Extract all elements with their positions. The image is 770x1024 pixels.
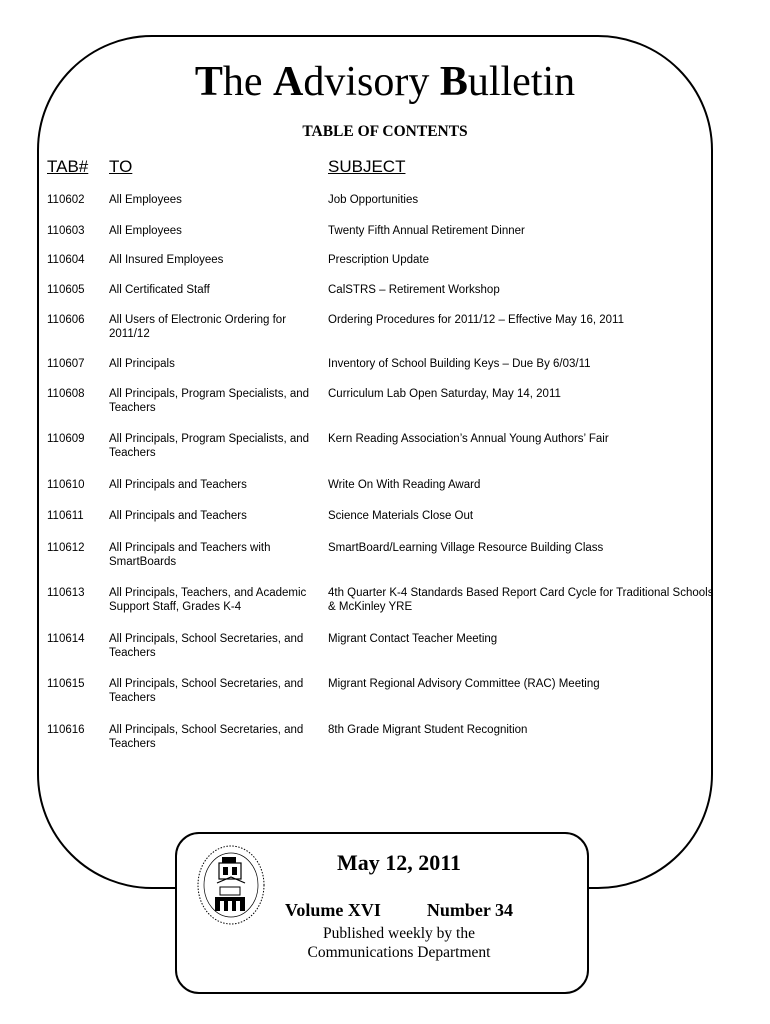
district-seal-icon [195,843,267,927]
row-to: All Principals, Program Specialists, and Teachers [109,388,310,414]
row-to: All Principals, Teachers, and Academic Support Staff, Grades K-4 [109,587,307,613]
row-to: All Principals, School Secretaries, and Teachers [109,678,304,704]
row-subject: Migrant Contact Teacher Meeting [328,633,498,645]
row-tab: 110606 [47,314,85,326]
row-tab: 110603 [47,225,85,237]
column-header-tab: TAB# [47,157,89,176]
row-tab: 110611 [47,510,84,522]
row-tab: 110602 [47,194,85,206]
row-to: All Insured Employees [109,254,224,266]
row-subject: CalSTRS – Retirement Workshop [328,284,500,296]
row-to: All Principals and Teachers [109,510,247,522]
row-to: All Principals and Teachers with SmartBoards [109,542,271,568]
publisher-note: Published weekly by the Communications Department [307,925,491,961]
row-to: All Principals, School Secretaries, and Teachers [109,724,304,750]
volume: Volume XVI [284,900,381,920]
column-header-subject: SUBJECT [328,157,406,176]
row-tab: 110610 [47,479,85,491]
bulletin-title: The Advisory Bulletin [194,59,576,105]
row-tab: 110608 [47,388,85,400]
row-subject: Kern Reading Association’s Annual Young Authors’ Fair [328,433,609,445]
row-tab: 110612 [47,542,85,554]
row-subject: 4th Quarter K-4 Standards Based Report Card Cycle for Traditional Schools & McKinley YRE [328,587,714,613]
row-tab: 110613 [47,587,85,599]
row-subject: Science Materials Close Out [328,510,474,522]
row-to: All Certificated Staff [109,284,210,296]
row-to: All Principals, School Secretaries, and Teachers [109,633,304,659]
column-header-to: TO [109,157,133,176]
row-tab: 110604 [47,254,85,266]
row-to: All Principals [109,358,175,370]
row-subject: 8th Grade Migrant Student Recognition [328,724,528,736]
row-subject: Write On With Reading Award [328,479,481,491]
row-to: All Users of Electronic Ordering for 2011/12 [109,314,287,340]
row-tab: 110609 [47,433,85,445]
row-to: All Employees [109,225,182,237]
row-tab: 110605 [47,284,85,296]
row-subject: Prescription Update [328,254,429,266]
row-tab: 110607 [47,358,85,370]
issue-date: May 12, 2011 [336,850,462,875]
row-subject: Migrant Regional Advisory Committee (RAC) Meeting [328,678,600,690]
row-tab: 110616 [47,724,85,736]
row-subject: Job Opportunities [328,194,419,206]
row-tab: 110614 [47,633,85,645]
row-to: All Employees [109,194,182,206]
row-tab: 110615 [47,678,85,690]
issue-number: Number 34 [426,900,514,920]
row-to: All Principals and Teachers [109,479,247,491]
row-subject: Curriculum Lab Open Saturday, May 14, 2011 [328,388,561,400]
row-subject: Ordering Procedures for 2011/12 – Effective May 16, 2011 [328,314,624,326]
row-subject: SmartBoard/Learning Village Resource Building Class [328,542,604,554]
row-subject: Inventory of School Building Keys – Due By 6/03/11 [328,358,591,370]
row-subject: Twenty Fifth Annual Retirement Dinner [328,225,525,237]
row-to: All Principals, Program Specialists, and Teachers [109,433,310,459]
toc-heading: TABLE OF CONTENTS [302,123,468,140]
volume-number-line [270,900,528,921]
